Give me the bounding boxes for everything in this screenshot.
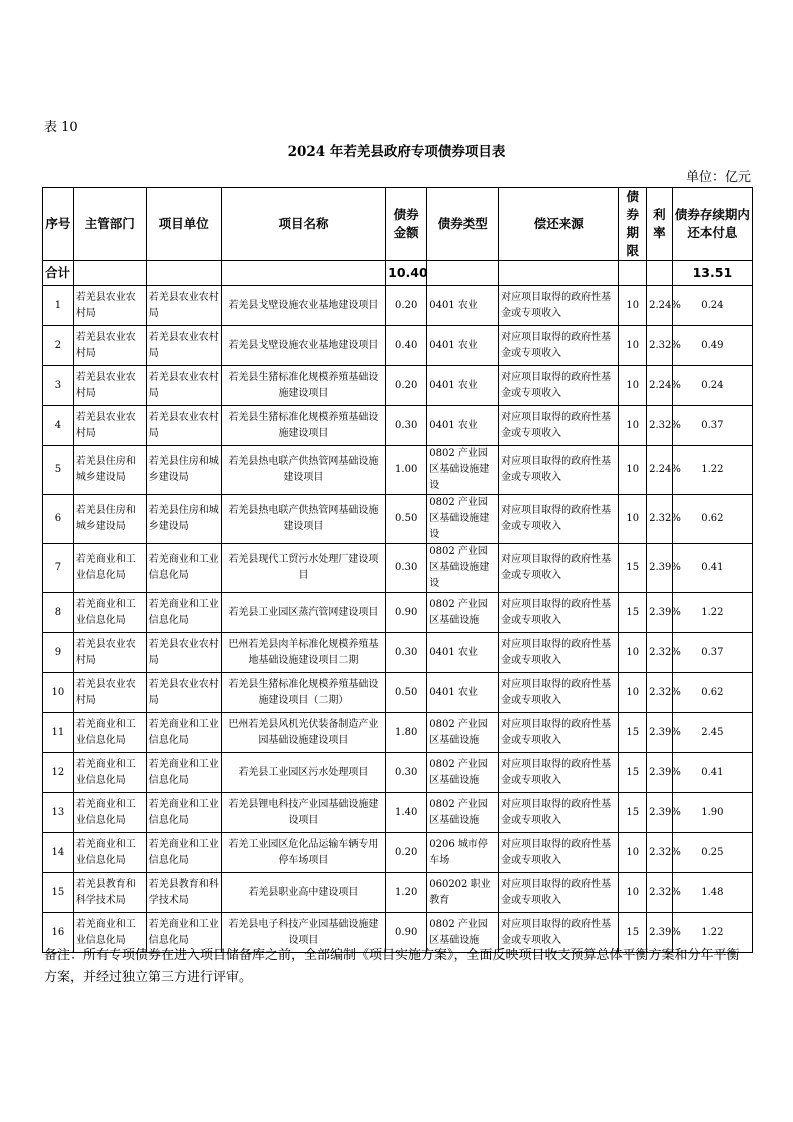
row-unit: 若羌县农业农村局 [146,673,221,713]
row-unit: 若羌商业和工业信息化局 [146,544,221,593]
table-row [43,544,753,593]
bond-project-table [42,187,753,953]
table-row [43,633,753,673]
header-name: 项目名称 [221,188,385,261]
row-repay-source: 对应项目取得的政府性基金或专项收入 [499,593,619,633]
total-label: 合计 [43,261,74,286]
row-bond-type: 0802 产业园区基础设施建设 [427,544,499,593]
row-term: 15 [619,913,647,953]
row-project-name: 若羌县戈壁设施农业基地建设项目 [221,326,385,366]
row-project-name: 若羌县生猪标准化规模养殖基础设施建设项目（二期） [221,673,385,713]
row-number: 7 [43,544,74,593]
row-unit: 若羌县农业农村局 [146,366,221,406]
row-interest: 2.45 [672,713,752,753]
row-number: 14 [43,833,74,873]
row-unit: 若羌县农业农村局 [146,286,221,326]
row-amount: 1.20 [386,873,427,913]
table-row [43,793,753,833]
row-project-name: 若羌县锂电科技产业园基础设施建设项目 [221,793,385,833]
row-dept: 若羌商业和工业信息化局 [73,753,146,793]
row-rate: 2.39% [647,593,673,633]
row-bond-type: 0401 农业 [427,366,499,406]
row-number: 8 [43,593,74,633]
row-number: 4 [43,406,74,446]
total-interest: 13.51 [672,261,752,286]
row-term: 10 [619,833,647,873]
table-row [43,495,753,544]
row-bond-type: 0401 农业 [427,286,499,326]
row-term: 10 [619,446,647,495]
row-amount: 1.80 [386,713,427,753]
row-repay-source: 对应项目取得的政府性基金或专项收入 [499,633,619,673]
row-interest: 0.62 [672,673,752,713]
row-bond-type: 0401 农业 [427,633,499,673]
row-repay-source: 对应项目取得的政府性基金或专项收入 [499,326,619,366]
row-amount: 0.90 [386,593,427,633]
row-dept: 若羌商业和工业信息化局 [73,713,146,753]
row-unit: 若羌商业和工业信息化局 [146,593,221,633]
row-unit: 若羌商业和工业信息化局 [146,753,221,793]
row-repay-source: 对应项目取得的政府性基金或专项收入 [499,495,619,544]
row-project-name: 若羌县职业高中建设项目 [221,873,385,913]
row-number: 9 [43,633,74,673]
row-repay-source: 对应项目取得的政府性基金或专项收入 [499,406,619,446]
table-number: 表 10 [44,120,78,135]
row-unit: 若羌县住房和城乡建设局 [146,495,221,544]
total-empty [427,261,499,286]
row-rate: 2.24% [647,446,673,495]
total-row [43,261,753,286]
table-row [43,753,753,793]
row-unit: 若羌县农业农村局 [146,406,221,446]
row-number: 3 [43,366,74,406]
row-repay-source: 对应项目取得的政府性基金或专项收入 [499,753,619,793]
row-unit: 若羌县农业农村局 [146,633,221,673]
row-rate: 2.24% [647,366,673,406]
row-interest: 0.25 [672,833,752,873]
table-row [43,593,753,633]
row-rate: 2.39% [647,793,673,833]
row-number: 6 [43,495,74,544]
row-interest: 0.24 [672,366,752,406]
row-bond-type: 0401 农业 [427,406,499,446]
row-dept: 若羌县农业农村局 [73,326,146,366]
row-project-name: 若羌县生猪标准化规模养殖基础设施建设项目 [221,366,385,406]
row-amount: 0.90 [386,913,427,953]
row-bond-type: 0401 农业 [427,673,499,713]
row-unit: 若羌商业和工业信息化局 [146,913,221,953]
table-row [43,873,753,913]
row-amount: 0.30 [386,406,427,446]
unit-label: 单位：亿元 [685,170,751,185]
row-interest: 1.48 [672,873,752,913]
row-rate: 2.39% [647,913,673,953]
row-dept: 若羌县住房和城乡建设局 [73,495,146,544]
table-row [43,406,753,446]
row-project-name: 若羌工业园区危化品运输车辆专用停车场项目 [221,833,385,873]
row-term: 15 [619,753,647,793]
row-amount: 0.30 [386,633,427,673]
row-rate: 2.32% [647,673,673,713]
header-no: 序号 [43,188,74,261]
row-interest: 0.49 [672,326,752,366]
row-project-name: 若羌县工业园区污水处理项目 [221,753,385,793]
row-project-name: 若羌县生猪标准化规模养殖基础设施建设项目 [221,406,385,446]
row-bond-type: 0401 农业 [427,326,499,366]
page-title: 2024 年若羌县政府专项债券项目表 [287,144,506,160]
header-type: 债券类型 [427,188,499,261]
row-term: 10 [619,633,647,673]
row-term: 10 [619,286,647,326]
row-rate: 2.32% [647,406,673,446]
row-number: 10 [43,673,74,713]
footnote: 备注：所有专项债券在进入项目储备库之前，全部编制《项目实施方案》，全面反映项目收支预算总体平衡方案和分年平衡方案，并经过独立第三方进行评审。 [44,948,740,985]
row-amount: 0.20 [386,366,427,406]
total-empty [73,261,146,286]
row-amount: 1.00 [386,446,427,495]
row-project-name: 若羌县工业园区蒸汽管网建设项目 [221,593,385,633]
row-bond-type: 0802 产业园区基础设施 [427,593,499,633]
row-term: 15 [619,593,647,633]
row-unit: 若羌县农业农村局 [146,326,221,366]
row-unit: 若羌商业和工业信息化局 [146,833,221,873]
row-interest: 0.62 [672,495,752,544]
row-project-name: 巴州若羌县风机光伏装备制造产业园基础设施建设项目 [221,713,385,753]
row-interest: 0.37 [672,633,752,673]
row-rate: 2.39% [647,713,673,753]
row-dept: 若羌商业和工业信息化局 [73,544,146,593]
row-rate: 2.32% [647,833,673,873]
total-empty [647,261,673,286]
row-repay-source: 对应项目取得的政府性基金或专项收入 [499,793,619,833]
row-number: 1 [43,286,74,326]
row-repay-source: 对应项目取得的政府性基金或专项收入 [499,673,619,713]
row-rate: 2.32% [647,495,673,544]
row-repay-source: 对应项目取得的政府性基金或专项收入 [499,913,619,953]
header-term: 债券期限 [619,188,647,261]
row-amount: 0.30 [386,753,427,793]
row-rate: 2.39% [647,544,673,593]
row-interest: 1.22 [672,446,752,495]
row-project-name: 若羌县热电联产供热管网基础设施建设项目 [221,495,385,544]
row-dept: 若羌县农业农村局 [73,673,146,713]
row-dept: 若羌商业和工业信息化局 [73,593,146,633]
table-row [43,673,753,713]
row-dept: 若羌商业和工业信息化局 [73,793,146,833]
table-row [43,326,753,366]
row-amount: 0.50 [386,495,427,544]
row-term: 15 [619,544,647,593]
row-number: 15 [43,873,74,913]
row-project-name: 若羌县戈壁设施农业基地建设项目 [221,286,385,326]
row-rate: 2.32% [647,633,673,673]
row-dept: 若羌县农业农村局 [73,406,146,446]
row-amount: 0.50 [386,673,427,713]
row-term: 10 [619,406,647,446]
row-interest: 1.22 [672,593,752,633]
row-amount: 0.30 [386,544,427,593]
row-amount: 1.40 [386,793,427,833]
row-number: 12 [43,753,74,793]
row-rate: 2.32% [647,873,673,913]
row-unit: 若羌商业和工业信息化局 [146,793,221,833]
header-interest: 债券存续期内还本付息 [672,188,752,261]
row-term: 10 [619,873,647,913]
row-term: 15 [619,713,647,753]
row-term: 10 [619,673,647,713]
table-row [43,446,753,495]
row-rate: 2.39% [647,753,673,793]
row-number: 11 [43,713,74,753]
row-repay-source: 对应项目取得的政府性基金或专项收入 [499,713,619,753]
row-repay-source: 对应项目取得的政府性基金或专项收入 [499,286,619,326]
row-term: 10 [619,366,647,406]
row-interest: 1.90 [672,793,752,833]
row-number: 2 [43,326,74,366]
row-bond-type: 0802 产业园区基础设施建设 [427,446,499,495]
row-unit: 若羌县教育和科学技术局 [146,873,221,913]
row-amount: 0.20 [386,286,427,326]
row-bond-type: 0802 产业园区基础设施 [427,713,499,753]
row-dept: 若羌县教育和科学技术局 [73,873,146,913]
table-header-row [43,188,753,261]
header-rate: 利率 [647,188,673,261]
total-empty [499,261,619,286]
row-project-name: 若羌县现代工贸污水处理厂建设项目 [221,544,385,593]
row-number: 5 [43,446,74,495]
header-amount: 债券金额 [386,188,427,261]
row-interest: 0.37 [672,406,752,446]
row-bond-type: 0802 产业园区基础设施 [427,793,499,833]
row-project-name: 巴州若羌县肉羊标准化规模养殖基地基础设施建设项目二期 [221,633,385,673]
row-interest: 0.41 [672,544,752,593]
row-number: 13 [43,793,74,833]
row-repay-source: 对应项目取得的政府性基金或专项收入 [499,873,619,913]
header-unit: 项目单位 [146,188,221,261]
row-term: 15 [619,793,647,833]
row-project-name: 若羌县电子科技产业园基础设施建设项目 [221,913,385,953]
row-bond-type: 0802 产业园区基础设施 [427,753,499,793]
total-empty [146,261,221,286]
row-dept: 若羌县农业农村局 [73,286,146,326]
row-amount: 0.40 [386,326,427,366]
header-dept: 主管部门 [73,188,146,261]
total-amount: 10.40 [386,261,427,286]
row-interest: 0.24 [672,286,752,326]
row-repay-source: 对应项目取得的政府性基金或专项收入 [499,833,619,873]
row-interest: 1.22 [672,913,752,953]
table-row [43,833,753,873]
row-dept: 若羌县住房和城乡建设局 [73,446,146,495]
row-dept: 若羌县农业农村局 [73,366,146,406]
row-project-name: 若羌县热电联产供热管网基础设施建设项目 [221,446,385,495]
row-bond-type: 0802 产业园区基础设施 [427,913,499,953]
row-bond-type: 060202 职业教育 [427,873,499,913]
row-unit: 若羌商业和工业信息化局 [146,713,221,753]
row-repay-source: 对应项目取得的政府性基金或专项收入 [499,544,619,593]
row-rate: 2.32% [647,326,673,366]
row-amount: 0.20 [386,833,427,873]
header-source: 偿还来源 [499,188,619,261]
row-number: 16 [43,913,74,953]
row-bond-type: 0206 城市停车场 [427,833,499,873]
table-row [43,286,753,326]
row-term: 10 [619,326,647,366]
row-dept: 若羌县农业农村局 [73,633,146,673]
row-bond-type: 0802 产业园区基础设施建设 [427,495,499,544]
total-empty [221,261,385,286]
row-unit: 若羌县住房和城乡建设局 [146,446,221,495]
row-dept: 若羌商业和工业信息化局 [73,913,146,953]
row-rate: 2.24% [647,286,673,326]
row-interest: 0.41 [672,753,752,793]
row-term: 10 [619,495,647,544]
row-repay-source: 对应项目取得的政府性基金或专项收入 [499,446,619,495]
table-row [43,366,753,406]
row-dept: 若羌商业和工业信息化局 [73,833,146,873]
row-repay-source: 对应项目取得的政府性基金或专项收入 [499,366,619,406]
total-empty [619,261,647,286]
table-row [43,713,753,753]
